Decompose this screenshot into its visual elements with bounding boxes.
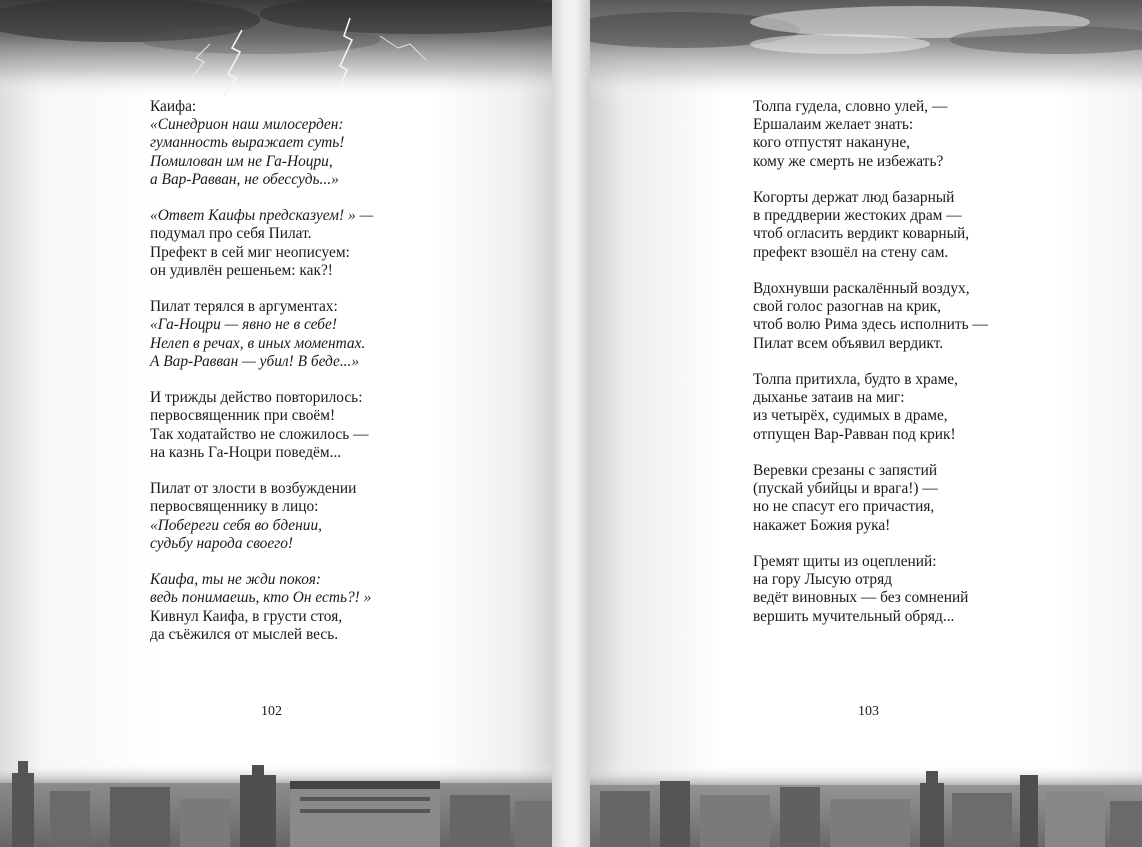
book-gutter — [552, 0, 590, 847]
poem-line: а Вар-Равван, не обессудь...» — [150, 170, 339, 188]
poem-line: «Побереги себя во бдении, — [150, 516, 323, 534]
cityscape-illustration — [0, 751, 552, 847]
poem-line: дыханье затаив на миг: — [753, 389, 905, 407]
poem-line: на гору Лысую отряд — [753, 571, 893, 589]
poem-line: Вдохнувши раскалённый воздух, — [753, 280, 970, 297]
poem-line: Каифа: — [150, 98, 197, 115]
poem-line: А Вар-Равван — убил! В беде...» — [150, 352, 360, 370]
poem-line: префект взошёл на стену сам. — [753, 243, 949, 261]
stanza — [753, 462, 988, 535]
poem-line: Когорты держат люд базарный — [753, 189, 955, 206]
poem-line: накажет Божия рука! — [753, 516, 891, 534]
poem-line: Нелеп в речах, в иных моментах. — [150, 334, 366, 352]
poem-line: он удивлён решеньем: как?! — [150, 261, 333, 279]
right-poem-text — [753, 98, 988, 644]
poem-line: первосвященнику в лицо: — [150, 498, 319, 516]
stanza — [150, 98, 373, 189]
poem-line: Толпа гудела, словно улей, — — [753, 98, 948, 115]
poem-line: Так ходатайство не сложилось — — [150, 425, 369, 443]
page-number: 103 — [858, 704, 879, 719]
poem-line: кого отпустят накануне, — [753, 134, 911, 152]
poem-line: отпущен Вар-Равван под крик! — [753, 425, 956, 443]
poem-line: вершить мучительный обряд... — [753, 607, 955, 625]
storm-sky-illustration — [0, 0, 552, 100]
poem-line: на казнь Га-Ноцри поведём... — [150, 443, 342, 461]
poem-line: в преддверии жестоких драм — — [753, 207, 962, 225]
poem-line: Веревки срезаны с запястий — [753, 462, 938, 479]
stanza — [753, 553, 988, 626]
poem-line: первосвященник при своём! — [150, 407, 336, 425]
poem-line: судьбу народа своего! — [150, 534, 294, 552]
poem-line: (пускай убийцы и врага!) — — [753, 480, 938, 498]
poem-line: Кивнул Каифа, в грусти стоя, — [150, 607, 343, 625]
poem-line: ведёт виновных — без сомнений — [753, 589, 969, 607]
poem-line: свой голос разогнав на крик, — [753, 298, 941, 316]
poem-line: И трижды действо повторилось: — [150, 389, 363, 407]
poem-line: да съёжился от мыслей весь. — [150, 625, 339, 643]
poem-line: подумал про себя Пилат. — [150, 225, 312, 243]
cloudy-sky-illustration — [590, 0, 1142, 100]
poem-line: гуманность выражает суть! — [150, 134, 345, 152]
poem-line: Каифа, ты не жди покоя: — [150, 571, 322, 589]
poem-line: чтоб огласить вердикт коварный, — [753, 225, 970, 243]
stanza — [150, 480, 373, 553]
right-page — [590, 0, 1142, 847]
stanza — [150, 571, 373, 644]
stanza — [150, 298, 373, 371]
poem-line: кому же смерть не избежать? — [753, 152, 944, 170]
stanza — [753, 98, 988, 171]
stanza — [753, 280, 988, 353]
poem-line: «Га-Ноцри — явно не в себе! — [150, 316, 337, 334]
poem-line: Помилован им не Га-Ноцри, — [150, 152, 333, 170]
left-poem-text — [150, 98, 373, 662]
stanza — [753, 189, 988, 262]
page-number: 102 — [261, 704, 282, 719]
poem-line: но не спасут его причастия, — [753, 498, 935, 516]
poem-line: «Ответ Каифы предсказуем! » — — [150, 207, 374, 225]
poem-line: ведь понимаешь, кто Он есть?! » — [150, 589, 372, 607]
stanza — [753, 371, 988, 444]
stanza — [150, 207, 373, 280]
poem-line: Пилат всем объявил вердикт. — [753, 334, 944, 352]
poem-line: Гремят щиты из оцеплений: — [753, 553, 937, 570]
stanza — [150, 389, 373, 462]
poem-line: Пилат от злости в возбуждении — [150, 480, 357, 498]
poem-line: Ершалаим желает знать: — [753, 116, 914, 134]
poem-line: Префект в сей миг неописуем: — [150, 243, 350, 261]
poem-line: «Синедрион наш милосерден: — [150, 116, 344, 134]
poem-line: из четырёх, судимых в драме, — [753, 407, 948, 425]
poem-line: Пилат терялся в аргументах: — [150, 298, 338, 316]
left-page — [0, 0, 552, 847]
poem-line: чтоб волю Рима здесь исполнить — — [753, 316, 988, 334]
poem-line: Толпа притихла, будто в храме, — [753, 371, 958, 388]
cityscape-illustration — [590, 751, 1142, 847]
